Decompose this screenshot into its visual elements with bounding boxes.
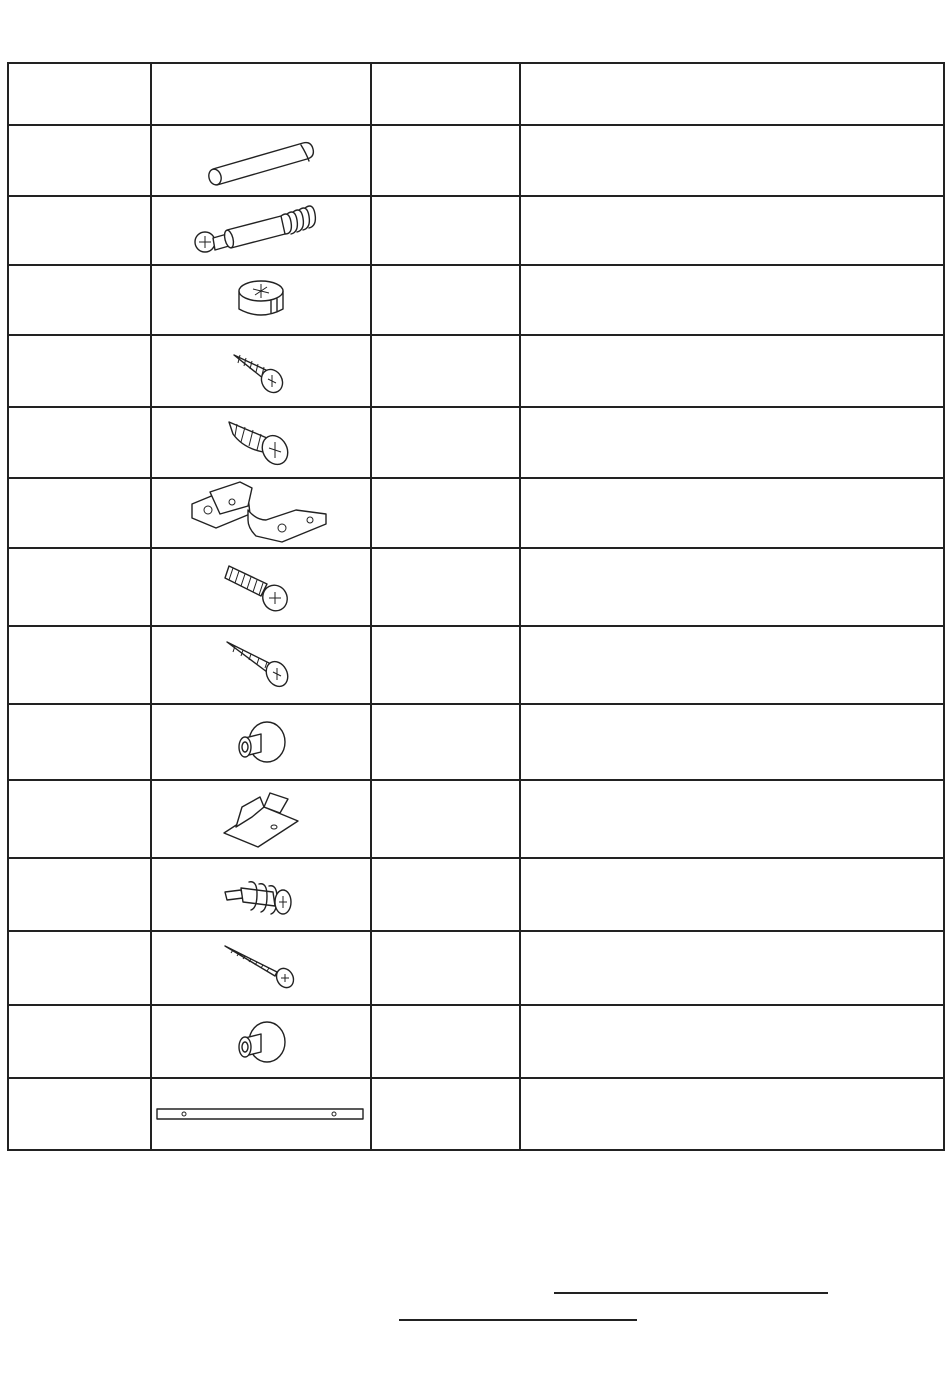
machine-screw-icon bbox=[223, 554, 299, 620]
part-cell bbox=[8, 626, 151, 704]
header-qty bbox=[371, 63, 520, 125]
qty-cell bbox=[371, 196, 520, 265]
part-cell bbox=[8, 407, 151, 478]
part-cell bbox=[8, 196, 151, 265]
table-row bbox=[8, 780, 944, 858]
knob-icon bbox=[231, 1012, 291, 1072]
qty-cell bbox=[371, 548, 520, 626]
table-row bbox=[8, 196, 944, 265]
header-image bbox=[151, 63, 371, 125]
description-cell bbox=[520, 196, 944, 265]
image-cell bbox=[151, 931, 371, 1005]
part-cell bbox=[8, 1078, 151, 1150]
part-cell bbox=[8, 478, 151, 548]
table-header-row bbox=[8, 63, 944, 125]
qty-cell bbox=[371, 407, 520, 478]
description-cell bbox=[520, 335, 944, 407]
footer-underline-b bbox=[399, 1319, 637, 1321]
wooden-dowel-icon bbox=[191, 131, 331, 191]
shelf-clip-icon bbox=[218, 789, 304, 849]
part-cell bbox=[8, 704, 151, 780]
table-row bbox=[8, 478, 944, 548]
qty-cell bbox=[371, 478, 520, 548]
description-cell bbox=[520, 1005, 944, 1078]
part-cell bbox=[8, 931, 151, 1005]
table-row bbox=[8, 265, 944, 335]
cabinet-hinge-icon bbox=[186, 480, 336, 546]
hardware-table bbox=[7, 62, 945, 1151]
flat-head-screw-icon bbox=[223, 412, 299, 474]
table-row bbox=[8, 1078, 944, 1150]
qty-cell bbox=[371, 335, 520, 407]
image-cell bbox=[151, 626, 371, 704]
cam-lock-icon bbox=[231, 275, 291, 325]
long-screw-icon bbox=[221, 940, 301, 996]
drywall-anchor-icon bbox=[221, 870, 301, 920]
part-cell bbox=[8, 125, 151, 196]
pan-head-screw-icon bbox=[223, 632, 299, 698]
description-cell bbox=[520, 265, 944, 335]
part-cell bbox=[8, 548, 151, 626]
image-cell bbox=[151, 478, 371, 548]
table-row bbox=[8, 548, 944, 626]
table-row bbox=[8, 704, 944, 780]
table-row bbox=[8, 125, 944, 196]
table-row bbox=[8, 407, 944, 478]
part-cell bbox=[8, 1005, 151, 1078]
description-cell bbox=[520, 780, 944, 858]
qty-cell bbox=[371, 858, 520, 931]
qty-cell bbox=[371, 1005, 520, 1078]
qty-cell bbox=[371, 780, 520, 858]
qty-cell bbox=[371, 265, 520, 335]
image-cell bbox=[151, 780, 371, 858]
image-cell bbox=[151, 265, 371, 335]
image-cell bbox=[151, 704, 371, 780]
part-cell bbox=[8, 858, 151, 931]
table-row bbox=[8, 1005, 944, 1078]
image-cell bbox=[151, 548, 371, 626]
description-cell bbox=[520, 626, 944, 704]
description-cell bbox=[520, 1078, 944, 1150]
qty-cell bbox=[371, 1078, 520, 1150]
qty-cell bbox=[371, 704, 520, 780]
metal-strip-icon bbox=[156, 1106, 366, 1122]
image-cell bbox=[151, 335, 371, 407]
image-cell bbox=[151, 858, 371, 931]
description-cell bbox=[520, 407, 944, 478]
qty-cell bbox=[371, 626, 520, 704]
description-cell bbox=[520, 704, 944, 780]
image-cell bbox=[151, 1005, 371, 1078]
qty-cell bbox=[371, 931, 520, 1005]
part-cell bbox=[8, 780, 151, 858]
image-cell bbox=[151, 125, 371, 196]
table-row bbox=[8, 858, 944, 931]
header-part bbox=[8, 63, 151, 125]
small-wood-screw-icon bbox=[226, 341, 296, 401]
description-cell bbox=[520, 478, 944, 548]
qty-cell bbox=[371, 125, 520, 196]
cam-bolt-icon bbox=[181, 200, 341, 262]
description-cell bbox=[520, 858, 944, 931]
part-cell bbox=[8, 335, 151, 407]
image-cell bbox=[151, 196, 371, 265]
header-description bbox=[520, 63, 944, 125]
image-cell bbox=[151, 407, 371, 478]
table-row bbox=[8, 931, 944, 1005]
knob-icon bbox=[231, 712, 291, 772]
table-row bbox=[8, 626, 944, 704]
table-row bbox=[8, 335, 944, 407]
description-cell bbox=[520, 125, 944, 196]
description-cell bbox=[520, 548, 944, 626]
footer-underline-a bbox=[554, 1292, 828, 1294]
description-cell bbox=[520, 931, 944, 1005]
image-cell bbox=[151, 1078, 371, 1150]
part-cell bbox=[8, 265, 151, 335]
